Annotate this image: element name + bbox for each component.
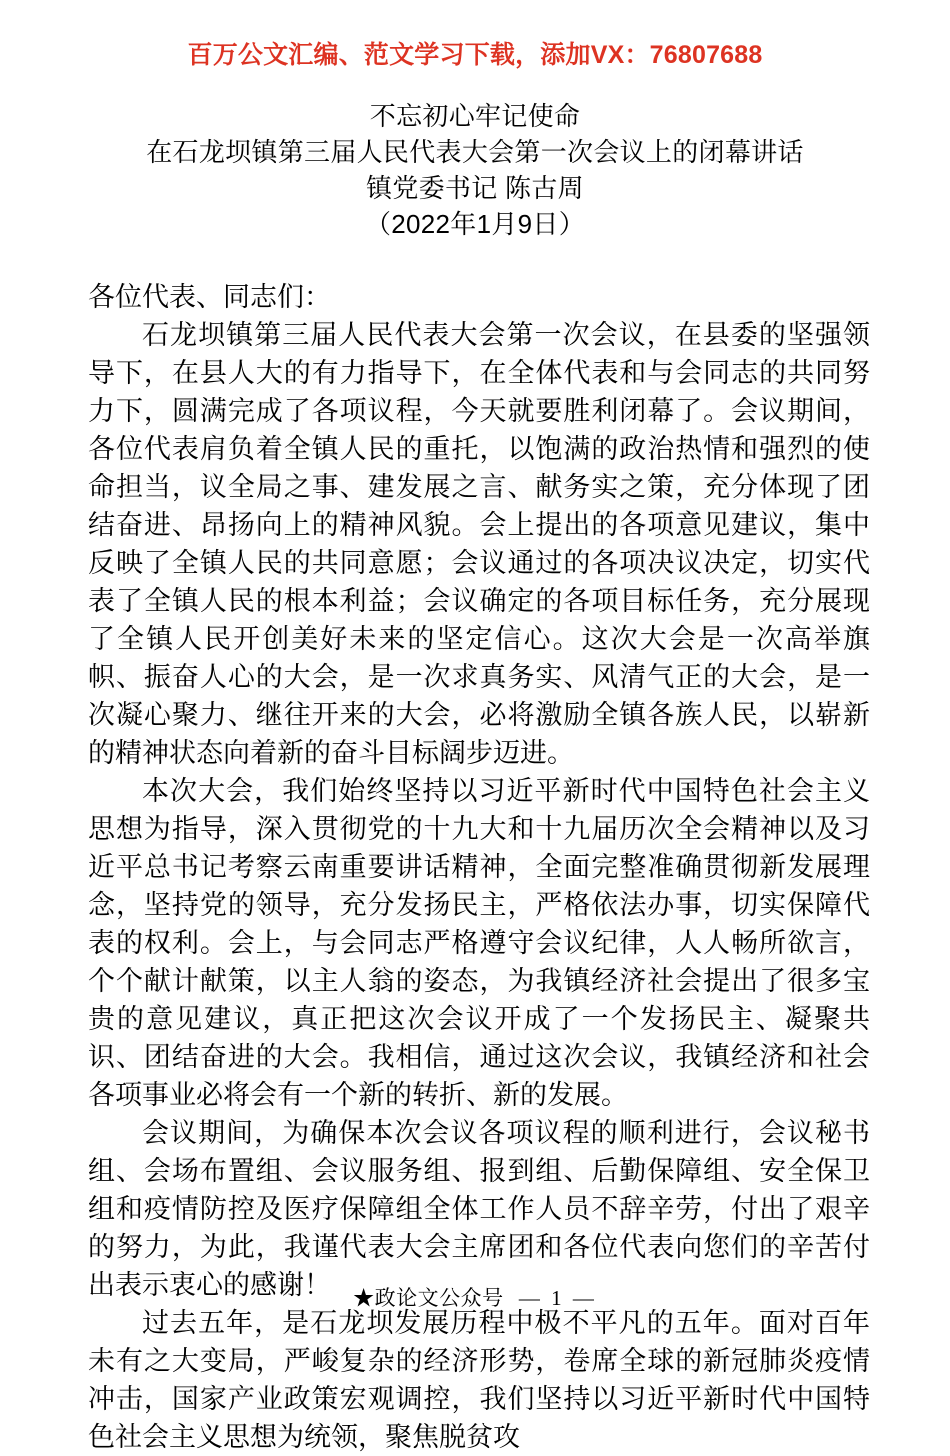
body-paragraph: 过去五年，是石龙坝发展历程中极不平凡的五年。面对百年未有之大变局，严峻复杂的经济形势，卷席全球的新冠肺炎疫情冲击，国家产业政策宏观调控，我们坚持以习近平新时代中国特色社会主义思想为统领，聚焦脱贫攻	[88, 1308, 870, 1452]
document-body	[88, 278, 870, 1456]
title-line-main: 在石龙坝镇第三届人民代表大会第一次会议上的闭幕讲话	[146, 137, 804, 167]
page-number: — 1 —	[518, 1286, 597, 1310]
footer-brand: ★政论文公众号	[353, 1286, 504, 1310]
body-paragraph: 本次大会，我们始终坚持以习近平新时代中国特色社会主义思想为指导，深入贯彻党的十九大和十九届历次全会精神以及习近平总书记考察云南重要讲话精神，全面完整准确贯彻新发展理念，坚持党的领导，充分发扬民主，严格依法办事，切实保障代表的权利。会上，与会同志严格遵守会议纪律，人人畅所欲言，个个献计献策，以主人翁的姿态，为我镇经济社会提出了很多宝贵的意见建议，真正把这次会议开成了一个发扬民主、凝聚共识、团结奋进的大会。我相信，通过这次会议，我镇经济和社会各项事业必将会有一个新的转折、新的发展。	[88, 776, 870, 1110]
body-paragraph: 石龙坝镇第三届人民代表大会第一次会议，在县委的坚强领导下，在县人大的有力指导下，在全体代表和与会同志的共同努力下，圆满完成了各项议程，今天就要胜利闭幕了。会议期间，各位代表肩负着全镇人民的重托，以饱满的政治热情和强烈的使命担当，议全局之事、建发展之言、献务实之策，充分体现了团结奋进、昂扬向上的精神风貌。会上提出的各项意见建议，集中反映了全镇人民的共同意愿；会议通过的各项决议决定，切实代表了全镇人民的根本利益；会议确定的各项目标任务，充分展现了全镇人民开创美好未来的坚定信心。这次大会是一次高举旗帜、振奋人心的大会，是一次求真务实、风清气正的大会，是一次凝心聚力、继往开来的大会，必将激励全镇各族人民，以崭新的精神状态向着新的奋斗目标阔步迈进。	[88, 320, 870, 768]
page-footer	[0, 1284, 950, 1312]
title-line-subject: 不忘初心牢记使命	[369, 101, 581, 131]
salutation: 各位代表、同志们：	[88, 282, 331, 312]
body-paragraph: 会议期间，为确保本次会议各项议程的顺利进行，会议秘书组、会场布置组、会议服务组、报到组、后勤保障组、安全保卫组和疫情防控及医疗保障组全体工作人员不辞辛劳，付出了艰辛的努力，为此，我谨代表大会主席团和各位代表向您们的辛苦付出表示衷心的感谢！	[88, 1118, 870, 1300]
title-line-speaker: 镇党委书记 陈古周	[366, 173, 584, 203]
watermark-header: 百万公文汇编、范文学习下载，添加VX：76807688	[187, 41, 763, 69]
document-title-block	[0, 98, 950, 242]
title-line-date: （2022年1月9日）	[364, 209, 586, 239]
